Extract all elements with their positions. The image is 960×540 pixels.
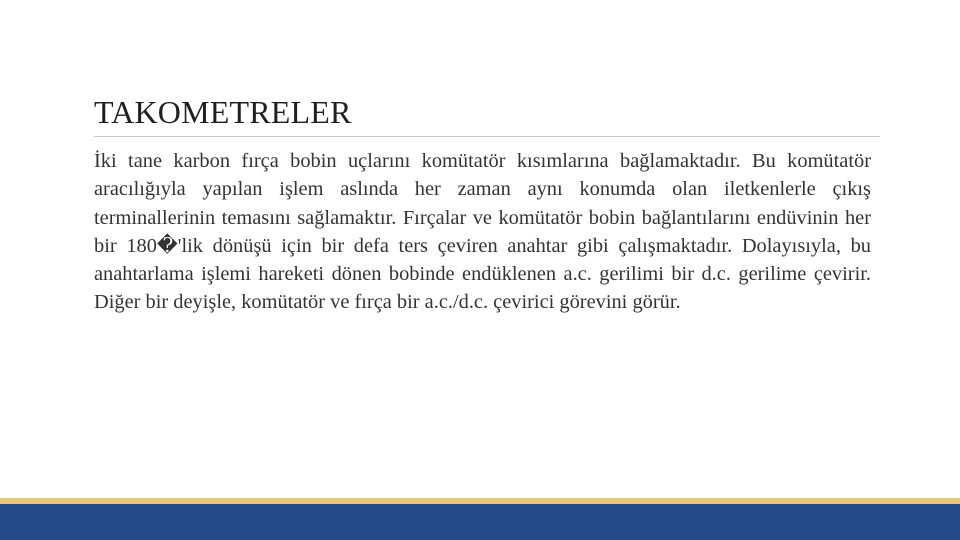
title-divider xyxy=(94,136,880,137)
footer-band xyxy=(0,504,960,540)
slide-body-paragraph: İki tane karbon fırça bobin uçlarını komütatör kısımlarına bağlamaktadır. Bu komütatör aracılığıyla yapılan işlem aslında her zaman aynı konumda olan iletkenlerle çıkış terminallerinin temasını sağlamaktır. Fırçalar ve komütatör bobin bağlantılarını endüvinin her bir 180�'lik dönüşü için bir defa ters çeviren anahtar gibi çalışmaktadır. Dolayısıyla, bu anahtarlama işlemi hareketi dönen bobinde endüklenen a.c. gerilimi bir d.c. gerilime çevirir. Diğer bir deyişle, komütatör ve fırça bir a.c./d.c. çevirici görevini görür. xyxy=(94,150,871,314)
slide-title: TAKOMETRELER xyxy=(94,94,352,130)
